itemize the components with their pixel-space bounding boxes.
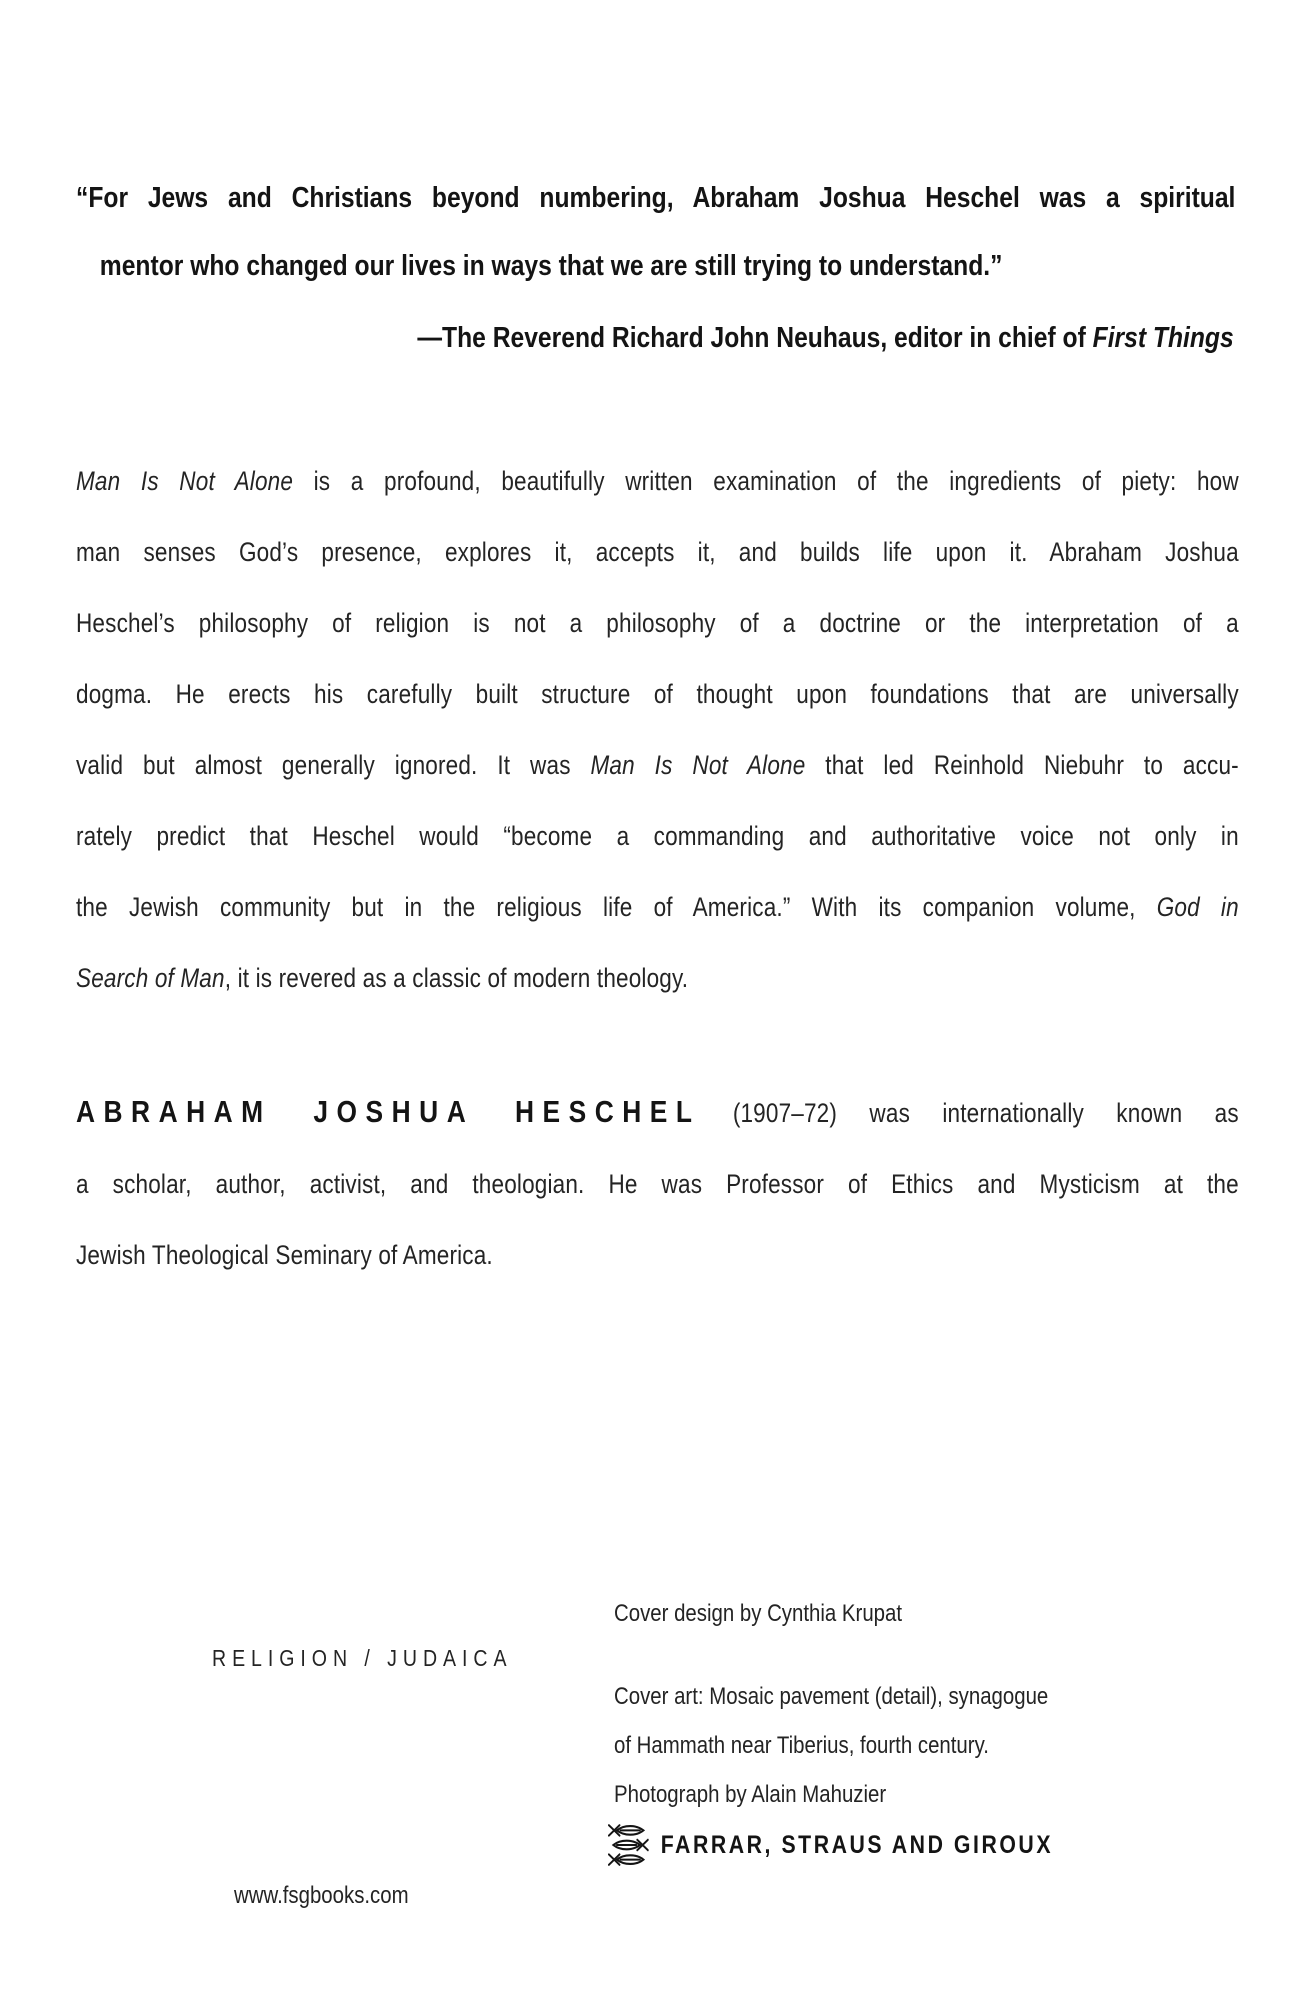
text-segment: —The Reverend Richard John Neuhaus, editor in chief of — [417, 322, 1093, 354]
text-line — [76, 801, 1239, 872]
text-line — [76, 1076, 1239, 1149]
text-segment: the Jewish community but in the religious life of America.” With its companion volume, — [76, 892, 1157, 922]
text-line — [76, 872, 1239, 943]
text-line — [76, 446, 1239, 517]
text-line: Cover art: Mosaic pavement (detail), synagogue — [614, 1683, 1049, 1710]
author-bio — [76, 1076, 1239, 1291]
quote-attribution — [76, 318, 1234, 358]
publisher-website: www.fsgbooks.com — [234, 1882, 409, 1909]
text-line — [76, 588, 1239, 659]
text-line — [76, 659, 1239, 730]
text-segment: is a profound, beautifully written examination of the ingredients of piety: how — [293, 466, 1239, 496]
text-line — [76, 943, 1239, 1014]
text-segment: a scholar, author, activist, and theologian. He was Professor of Ethics and Mysticism at the — [76, 1169, 1239, 1199]
text-segment: First Things — [1092, 322, 1234, 354]
text-segment: Search of Man — [76, 963, 225, 993]
text-segment: Heschel’s philosophy of religion is not a philosophy of a doctrine or the interpretation of a — [76, 608, 1239, 638]
text-segment: rately predict that Heschel would “become a commanding and authoritative voice not only in — [76, 821, 1239, 851]
category-label: RELIGION / JUDAICA — [212, 1645, 513, 1671]
text-line: “For Jews and Christians beyond numbering, Abraham Joshua Heschel was a spiritual — [76, 182, 1236, 214]
text-segment: ABRAHAM JOSHUA HESCHEL — [76, 1094, 701, 1129]
publisher-row — [608, 1824, 1053, 1866]
text-segment: (1907–72) was internationally known as — [700, 1098, 1239, 1128]
cover-art-credit — [614, 1672, 1048, 1819]
text-line — [76, 1149, 1239, 1220]
publisher-name: FARRAR, STRAUS AND GIROUX — [660, 1830, 1054, 1859]
text-segment: Jewish Theological Seminary of America. — [76, 1240, 493, 1270]
text-segment: Man Is Not Alone — [76, 466, 294, 496]
text-segment: man senses God’s presence, explores it, accepts it, and builds life upon it. Abraham Joshua — [76, 537, 1239, 567]
text-line — [76, 1220, 1239, 1291]
text-segment: Man Is Not Alone — [590, 750, 806, 780]
text-segment: God in — [1156, 892, 1239, 922]
text-line: of Hammath near Tiberius, fourth century. — [614, 1732, 989, 1759]
text-segment: dogma. He erects his carefully built structure of thought upon foundations that are universally — [76, 679, 1239, 709]
fsg-three-fish-logo-icon — [608, 1824, 649, 1866]
text-segment: , it is revered as a classic of modern theology. — [224, 963, 689, 993]
cover-design-credit: Cover design by Cynthia Krupat — [614, 1600, 903, 1627]
book-description — [76, 446, 1239, 1014]
text-line: Photograph by Alain Mahuzier — [614, 1781, 887, 1808]
text-line — [76, 517, 1239, 588]
text-line — [76, 730, 1239, 801]
text-segment: valid but almost generally ignored. It was — [76, 750, 591, 780]
endorsement-quote — [76, 164, 1235, 300]
text-segment: that led Reinhold Niebuhr to accu- — [805, 750, 1239, 780]
text-line: mentor who changed our lives in ways that we are still trying to understand.” — [99, 250, 1003, 282]
